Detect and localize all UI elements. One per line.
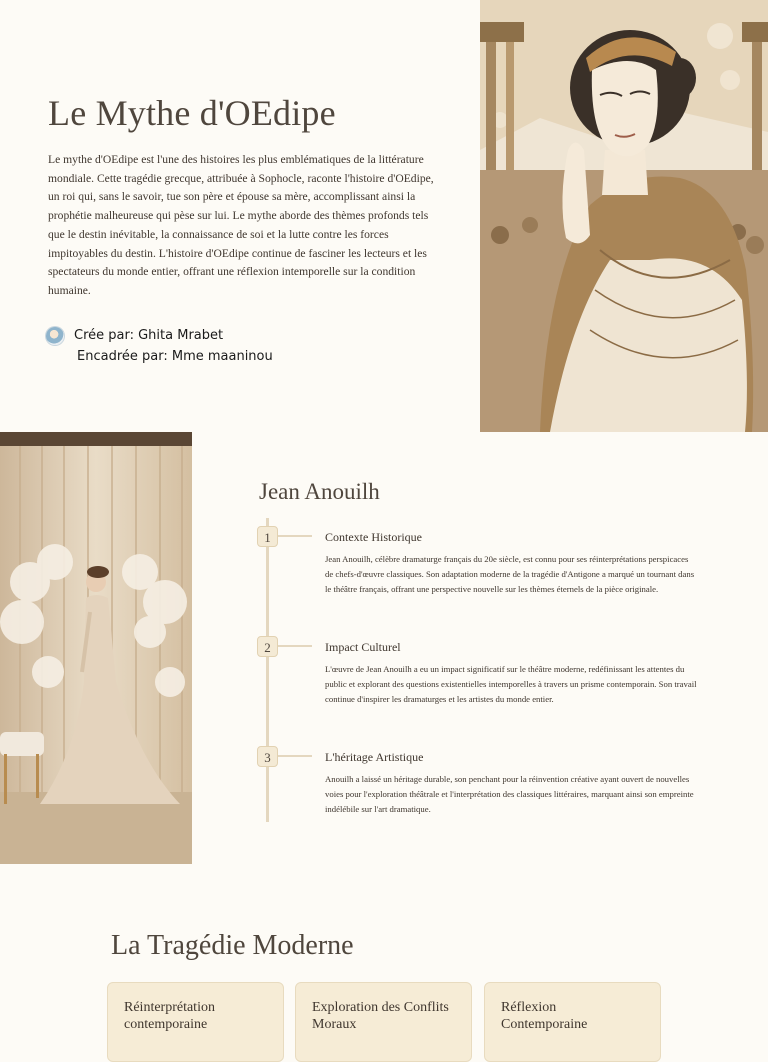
card-conflits-moraux: Exploration des Conflits Moraux: [295, 982, 472, 1062]
timeline-badge: 3: [257, 746, 278, 767]
slide-jean-anouilh: [0, 432, 768, 864]
timeline-text: L'œuvre de Jean Anouilh a eu un impact significatif sur le théâtre moderne, redéfinissant les attentes du public et explorant des questions existentielles intemporelles à travers un prisme contemporain. Son travail continue d'inspirer les dramaturges et les artistes du monde entier.: [325, 664, 697, 704]
timeline-connector: [278, 535, 312, 537]
oedipus-illustration: [480, 0, 768, 432]
supervisor-credit: Encadrée par: Mme maaninou: [77, 349, 273, 364]
timeline-text: Jean Anouilh, célèbre dramaturge français du 20e siècle, est connu pour ses réinterprétations perspicaces de chefs-d'œuvre classiques. Son adaptation moderne de la tragédie d'Antigone a marqué un tournant dans le théâtre français, offrant une perspective nouvelle sur les thèmes éternels de la pièce originale.: [325, 554, 695, 594]
section-title-tragedie-moderne: La Tragédie Moderne: [111, 930, 354, 961]
slide-tragedie-moderne: [0, 864, 768, 1032]
timeline-title: L'héritage Artistique: [325, 750, 424, 764]
timeline-title: Impact Culturel: [325, 640, 401, 654]
stage-photo: [0, 432, 192, 864]
page-title: Le Mythe d'OEdipe: [48, 93, 336, 133]
avatar-icon: [46, 327, 64, 345]
card-reinterpretation: Réinterprétation contemporaine: [107, 982, 284, 1062]
timeline-title: Contexte Historique: [325, 530, 422, 544]
timeline-badge: 2: [257, 636, 278, 657]
section-title-jean-anouilh: Jean Anouilh: [259, 479, 380, 504]
timeline-text: Anouilh a laissé un héritage durable, son penchant pour la réinvention créative ayant ouvert de nouvelles voies pour l'exploration théâtrale et l'interprétation des classiques littéraires, marquant ainsi son empreinte indélébile sur l'art dramatique.: [325, 774, 694, 814]
intro-paragraph: Le mythe d'OEdipe est l'une des histoires les plus emblématiques de la littérature mondiale. Cette tragédie grecque, attribuée à Sophocle, raconte l'histoire d'OEdipe, un roi qui, sans le savoir, tue son père et épouse sa mère, accomplissant ainsi la prophétie malheureuse qui pèse sur lui. Le mythe aborde des thèmes profonds tels que le destin inévitable, la connaissance de soi et la lutte contre les forces impitoyables du destin. L'histoire d'OEdipe continue de fasciner les lecteurs et les spectateurs du monde entier, offrant une réflexion intemporelle sur la condition humaine.: [48, 153, 434, 297]
timeline-connector: [278, 645, 312, 647]
timeline-badge: 1: [257, 526, 278, 547]
timeline-connector: [278, 755, 312, 757]
card-reflexion: Réflexion Contemporaine: [484, 982, 661, 1062]
slide-title: [0, 0, 768, 432]
author-credit: Crée par: Ghita Mrabet: [74, 328, 224, 343]
timeline-line: [266, 518, 269, 822]
